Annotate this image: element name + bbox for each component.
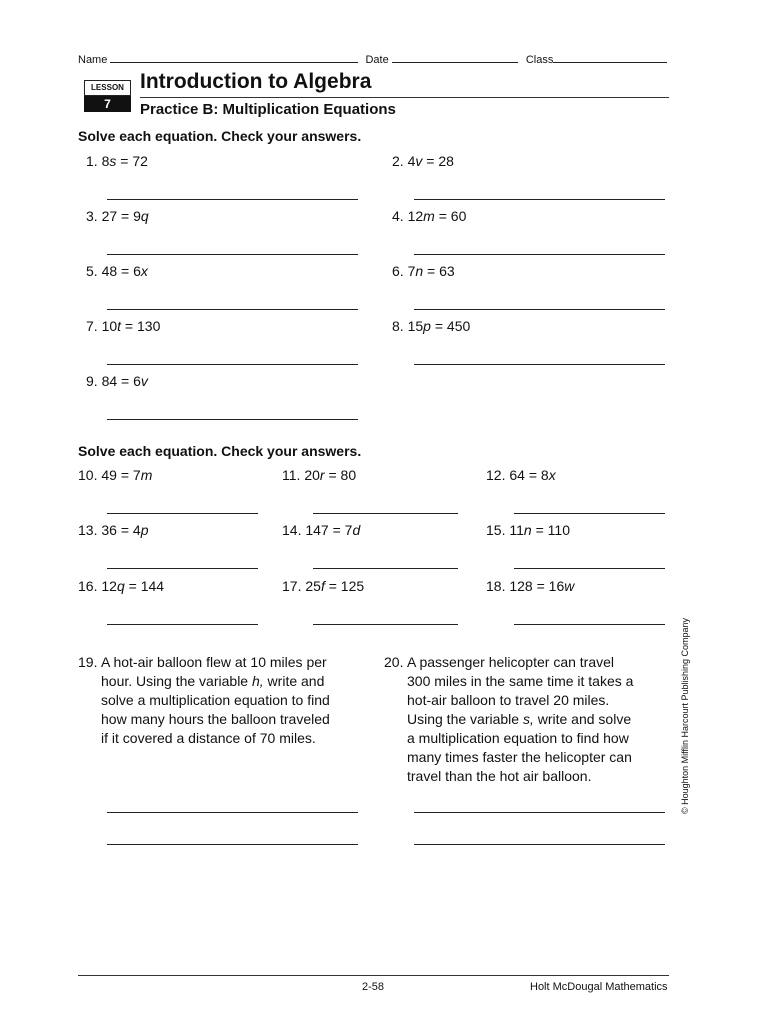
answer-line[interactable] [107,309,358,310]
equation-variable: f [320,578,325,594]
page-number: 2-58 [362,981,385,993]
equation-problem [86,373,148,389]
equation-part: = 60 [434,208,467,224]
page-title: Introduction to Algebra [140,70,372,93]
date-field[interactable] [392,50,518,63]
answer-line[interactable] [313,513,458,514]
text: many times faster the helicopter can [407,749,632,765]
problem-number: 20. [384,654,404,670]
problem-number: 19. [78,654,98,670]
equation-part: = 80 [324,467,357,483]
text: write and solve [533,711,632,727]
equation-part: 36 = 4 [101,522,141,538]
text: hot-air balloon to travel 20 miles. [407,692,610,708]
equation-variable: m [140,467,153,483]
answer-line[interactable] [514,513,665,514]
answer-line[interactable] [107,254,358,255]
equation-problem [392,153,454,169]
text: Using the variable [407,711,523,727]
answer-line[interactable] [414,309,665,310]
problem-number: 11. [282,467,301,483]
problem-number: 7. [86,318,98,334]
answer-line[interactable] [107,568,258,569]
equation-variable: v [140,373,148,389]
problem-number: 14. [282,522,302,538]
problem-number: 10. [78,467,98,483]
equation-variable: w [564,578,575,594]
problem-number: 9. [86,373,98,389]
equation-part: 64 = 8 [509,467,549,483]
equation-problem [282,467,356,483]
title-divider [140,97,669,98]
equation-part: 12 [407,208,424,224]
answer-line[interactable] [107,364,358,365]
equation-variable: n [415,263,424,279]
equation-part: 27 = 9 [101,208,141,224]
answer-line[interactable] [107,513,258,514]
answer-line[interactable] [313,624,458,625]
problem-text-line [101,691,330,710]
equation-problem [392,208,466,224]
equation-variable: p [423,318,431,334]
equation-problem [486,467,556,483]
problem-number: 4. [392,208,404,224]
problem-text-line [407,653,614,672]
equation-problem [86,153,148,169]
text-variable: s, [522,711,534,727]
equation-part: 84 = 6 [101,373,141,389]
problem-number: 15. [486,522,506,538]
equation-problem [86,208,149,224]
text: solve a multiplication equation to find [101,692,330,708]
equation-variable: n [523,522,532,538]
equation-part: = 130 [121,318,161,334]
problem-text-line [407,710,631,729]
equation-part: 48 = 6 [101,263,141,279]
equation-variable: x [548,467,556,483]
equation-part: = 63 [423,263,455,279]
text: hour. Using the variable [101,673,252,689]
answer-line[interactable] [107,812,358,813]
equation-part: 25 [305,578,321,594]
equation-part: 11 [509,522,524,538]
answer-line[interactable] [107,199,358,200]
lesson-badge [84,80,131,111]
problem-number: 17. [282,578,302,594]
equation-part: = 72 [116,153,148,169]
text: 300 miles in the same time it takes a [407,673,634,689]
name-field[interactable] [110,50,358,63]
lesson-number: 7 [84,96,131,112]
problem-text-line [407,729,629,748]
equation-variable: p [140,522,149,538]
class-label: Class [525,54,554,66]
problem-text-line [101,710,330,729]
text: A passenger helicopter can travel [407,654,615,670]
problem-number: 3. [86,208,98,224]
equation-part: 8 [101,153,110,169]
equation-problem [486,578,574,594]
equation-problem [86,263,148,279]
equation-part: 4 [407,153,416,169]
equation-variable: q [116,578,125,594]
answer-line[interactable] [107,844,358,845]
equation-part: 15 [407,318,424,334]
equation-part: = 125 [324,578,365,594]
equation-problem [86,318,160,334]
equation-variable: q [140,208,149,224]
text: travel than the hot air balloon. [407,768,592,784]
answer-line[interactable] [414,812,665,813]
equation-part: 128 = 16 [509,578,565,594]
problem-number: 1. [86,153,98,169]
problem-number: 13. [78,522,98,538]
problem-text-line [407,767,591,786]
problem-text-line [407,672,633,691]
word-problem [78,653,368,793]
answer-line[interactable] [414,199,665,200]
section2-instruction: Solve each equation. Check your answers. [78,443,362,459]
problem-number: 12. [486,467,506,483]
class-field[interactable] [553,50,667,63]
equation-problem [78,467,152,483]
equation-variable: m [423,208,435,224]
lesson-label: LESSON [84,80,131,96]
equation-problem [392,263,455,279]
answer-line[interactable] [514,624,665,625]
footer-divider [78,975,669,976]
text: A hot-air balloon flew at 10 miles per [101,654,327,670]
copyright-text: © Houghton Mifflin Harcourt Publishing Company [680,617,690,814]
problem-text-line [407,748,632,767]
answer-line[interactable] [414,254,665,255]
equation-problem [486,522,570,538]
publisher-name: Holt McDougal Mathematics [530,981,668,993]
equation-variable: s [109,153,117,169]
date-label: Date [365,54,389,66]
problem-text-line [101,672,324,691]
equation-part: 12 [101,578,117,594]
equation-problem [78,578,164,594]
problem-text-line [101,729,316,748]
equation-variable: r [319,467,325,483]
equation-variable: x [140,263,148,279]
equation-problem [392,318,470,334]
equation-part: 10 [101,318,118,334]
answer-line[interactable] [107,624,258,625]
equation-part: 7 [407,263,416,279]
answer-line[interactable] [107,419,358,420]
text: write and [263,673,325,689]
equation-problem [282,522,360,538]
equation-variable: t [117,318,122,334]
name-label: Name [78,54,108,66]
answer-line[interactable] [414,844,665,845]
equation-part: 49 = 7 [101,467,141,483]
problem-number: 18. [486,578,506,594]
equation-problem [282,578,364,594]
problem-text-line [101,653,327,672]
equation-part: = 144 [124,578,165,594]
equation-part: = 450 [430,318,471,334]
text: a multiplication equation to find how [407,730,629,746]
problem-number: 5. [86,263,98,279]
header-fields [78,50,667,66]
equation-part: = 110 [531,522,570,538]
equation-variable: d [352,522,361,538]
text: if it covered a distance of 70 miles. [101,730,316,746]
problem-text-line [407,691,609,710]
equation-part: = 28 [422,153,454,169]
equation-variable: v [415,153,423,169]
answer-line[interactable] [514,568,665,569]
word-problem [384,653,674,793]
section1-instruction: Solve each equation. Check your answers. [78,128,362,144]
equation-problem [78,522,148,538]
problem-number: 8. [392,318,404,334]
answer-line[interactable] [313,568,458,569]
problem-number: 16. [78,578,98,594]
equation-part: 20 [304,467,320,483]
answer-line[interactable] [414,364,665,365]
page-subtitle: Practice B: Multiplication Equations [140,101,396,118]
text: how many hours the balloon traveled [101,711,330,727]
equation-part: 147 = 7 [305,522,353,538]
problem-number: 2. [392,153,404,169]
problem-number: 6. [392,263,404,279]
text-variable: h, [251,673,264,689]
